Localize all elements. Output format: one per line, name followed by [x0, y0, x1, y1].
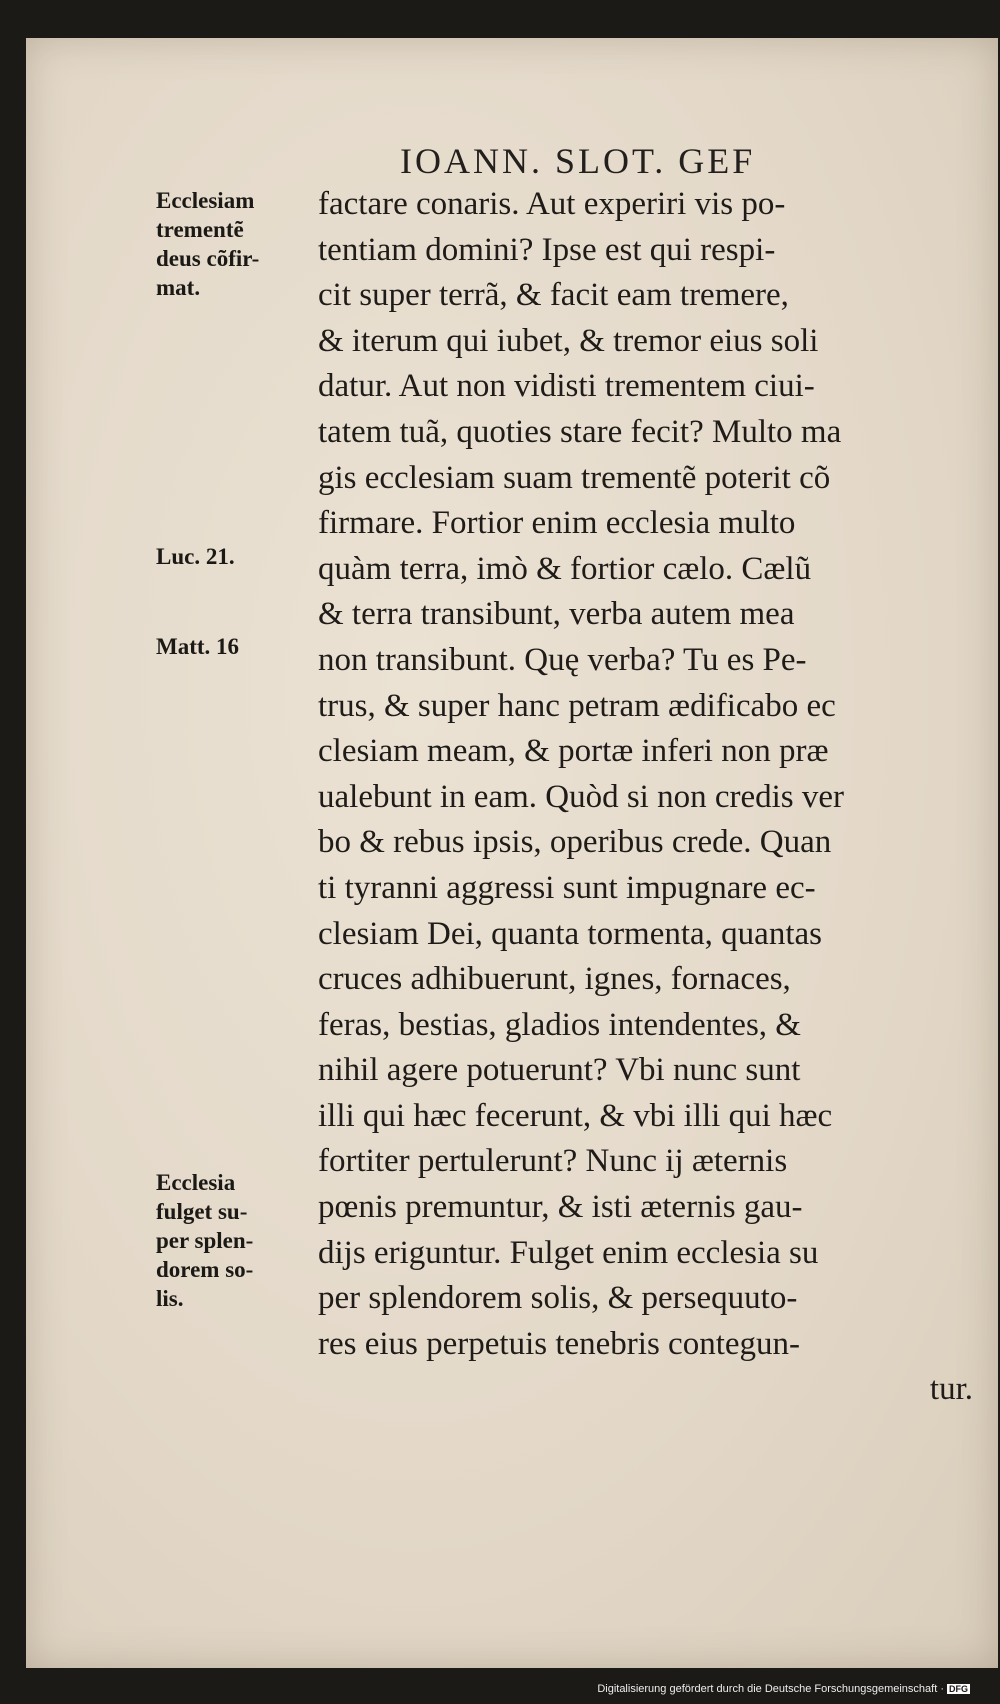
note-line: mat. — [156, 275, 201, 300]
text-line: tentiam domini? Ipse est qui respi- — [318, 231, 776, 268]
text-line: res eius perpetuis tenebris contegun- — [318, 1325, 801, 1362]
dfg-logo: DFG — [949, 1684, 968, 1694]
text-line: ualebunt in eam. Quòd si non credis ver — [318, 778, 845, 815]
text-line: factare conaris. Aut experiri vis po- — [318, 186, 786, 222]
note-line: Luc. 21. — [156, 544, 235, 569]
text-line: firmare. Fortior enim ecclesia multo — [318, 505, 796, 542]
text-line: illi qui hæc fecerunt, & vbi illi qui hæc — [318, 1097, 833, 1134]
note-line: Matt. 16 — [156, 634, 240, 659]
note-line: Ecclesia — [156, 1170, 236, 1195]
note-line: deus cõfir- — [156, 246, 260, 271]
text-line: gis ecclesiam suam trementẽ poterit cõ — [318, 459, 831, 496]
text-line: bo & rebus ipsis, operibus crede. Quan — [318, 824, 832, 861]
note-line: lis. — [156, 1286, 184, 1311]
text-line-catchword: tur. — [929, 1371, 973, 1408]
text-line: per splendorem solis, & persequuto- — [318, 1280, 798, 1317]
text-line: cruces adhibuerunt, ignes, fornaces, — [318, 961, 791, 998]
text-line: nihil agere potuerunt? Vbi nunc sunt — [318, 1052, 801, 1089]
margin-note-matthew — [156, 632, 316, 661]
text-line: datur. Aut non vidisti trementem ciui- — [318, 368, 815, 405]
text-line: feras, bestias, gladios intendentes, & — [318, 1006, 801, 1043]
text-line: cit super terrã, & facit eam tremere, — [318, 277, 789, 314]
text-line: trus, & super hanc petram ædificabo ec — [318, 687, 836, 724]
text-line: dijs eriguntur. Fulget enim ecclesia su — [318, 1234, 819, 1271]
note-line: fulget su- — [156, 1199, 248, 1224]
footer-text: Digitalisierung gefördert durch die Deutsche Forschungsgemeinschaft · — [597, 1683, 944, 1695]
note-line: dorem so- — [156, 1257, 254, 1282]
text-line: & terra transibunt, verba autem mea — [318, 596, 795, 633]
margin-note-ecclesia-fulget — [156, 1168, 316, 1313]
note-line: per splen- — [156, 1228, 254, 1253]
text-line: pœnis premuntur, & isti æternis gau- — [318, 1189, 803, 1226]
body-text — [318, 182, 973, 1413]
note-line: Ecclesiam — [156, 188, 255, 213]
text-line: tatem tuã, quoties stare fecit? Multo ma — [318, 413, 842, 450]
running-header: IOANN. SLOT. GEF — [400, 141, 756, 181]
margin-note-ecclesiam — [156, 186, 316, 302]
text-line: quàm terra, imò & fortior cælo. Cælũ — [318, 550, 812, 587]
text-line: & iterum qui iubet, & tremor eius soli — [318, 322, 819, 359]
text-line: clesiam Dei, quanta tormenta, quantas — [318, 915, 822, 952]
digitization-footer — [597, 1683, 970, 1695]
text-line: ti tyranni aggressi sunt impugnare ec- — [318, 869, 816, 906]
text-line: clesiam meam, & portæ inferi non præ — [318, 733, 829, 770]
note-line: trementẽ — [156, 217, 244, 242]
margin-note-luke — [156, 542, 316, 571]
text-line: non transibunt. Quę verba? Tu es Pe- — [318, 641, 807, 678]
text-line: fortiter pertulerunt? Nunc ij æternis — [318, 1143, 788, 1180]
